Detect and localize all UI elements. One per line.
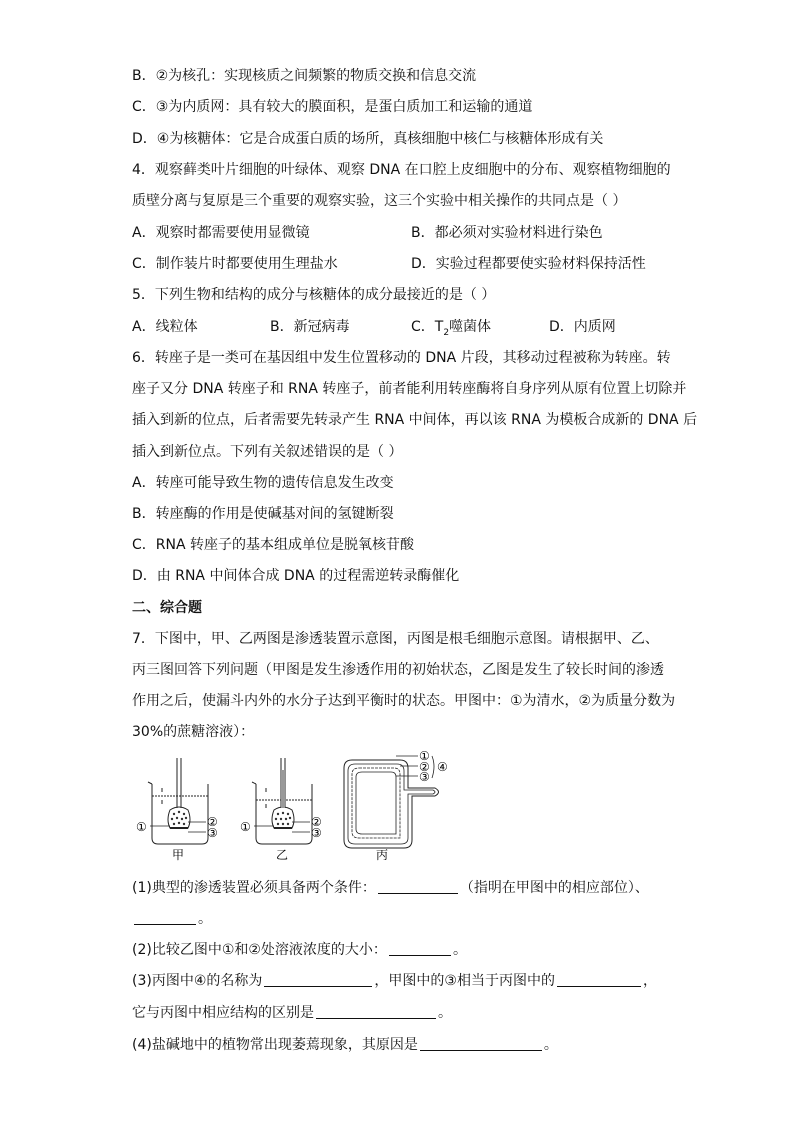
q6-stem-line2: 座子又分 DNA 转座子和 RNA 转座子，前者能利用转座酶将自身序列从原有位置上切除并 [132,381,687,397]
q6-option-b: B．转座酶的作用是使碱基对间的氢键断裂 [132,506,394,522]
q7-sub2-prefix: (2)比较乙图中①和②处溶液浓度的大小： [132,942,387,958]
yi-marker-3: ③ [311,826,322,840]
q7-sub3-middle: ，甲图中的③相当于丙图中的 [374,973,555,989]
q7-sub1-line1 [132,878,649,898]
q3-option-d: D．④为核糖体：它是合成蛋白质的场所，真核细胞中核仁与核糖体形成有关 [132,131,604,147]
q7-sub3-blank-3[interactable] [316,1004,436,1019]
q5-option-a: A．线粒体 [132,319,198,335]
section-title: 二、综合题 [132,600,202,616]
q5-option-c-suffix: 噬菌体 [449,319,492,335]
q7-sub1-blank-1[interactable] [378,879,458,894]
bing-marker-4: ④ [437,760,448,774]
osmosis-device-yi [252,758,312,844]
q7-sub1-line2 [132,909,212,929]
q5-option-c-prefix: C．T [411,319,444,335]
q4-option-b: B．都必须对实验材料进行染色 [411,225,603,241]
q7-stem-line3: 作用之后，使漏斗内外的水分子达到平衡时的状态。甲图中：①为清水，②为质量分数为 [132,693,676,709]
yi-solution-dots [275,812,291,825]
q7-sub3-line2 [132,1003,452,1023]
q7-sub3-middle-end: ， [642,973,657,989]
q4-option-c: C．制作装片时都要使用生理盐水 [132,256,338,272]
q5-stem: 5．下列生物和结构的成分与核糖体的成分最接近的是（ ） [132,287,496,303]
q6-stem-line3: 插入到新的位点，后者需要先转录产生 RNA 中间体，再以该 RNA 为模板合成新的 DNA 后 [132,412,698,428]
q7-sub3-blank-1[interactable] [264,972,372,987]
jia-solution-dots [171,811,187,825]
label-bing: 丙 [376,848,389,862]
q7-sub3-end: 。 [438,1005,452,1021]
q6-option-c: C．RNA 转座子的基本组成单位是脱氧核苷酸 [132,537,415,553]
q5-option-b: B．新冠病毒 [270,319,350,335]
q7-sub2 [132,940,467,960]
q7-sub4-prefix: (4)盐碱地中的植物常出现萎蔫现象，其原因是 [132,1037,418,1053]
label-jia: 甲 [172,848,185,862]
bing-marker-3: ③ [419,770,430,784]
q7-sub3-prefix: (3)丙图中④的名称为 [132,973,263,989]
q7-stem-line1: 7．下图中，甲、乙两图是渗透装置示意图，丙图是根毛细胞示意图。请根据甲、乙、 [132,631,659,647]
q7-sub4-end: 。 [543,1037,558,1053]
q4-option-d: D．实验过程都要使实验材料保持活性 [411,256,646,272]
jia-marker-1: ① [136,820,147,834]
q7-sub1-end: 。 [198,911,212,927]
q7-stem-line2: 丙三图回答下列问题（甲图是发生渗透作用的初始状态，乙图是发生了较长时间的渗透 [132,662,664,678]
q7-stem-line4: 30%的蔗糖溶液）： [132,724,255,740]
label-yi: 乙 [276,848,289,862]
q7-sub2-end: 。 [452,942,467,958]
bing-brace [432,756,434,778]
q7-sub2-blank[interactable] [389,941,451,956]
yi-marker-1: ① [240,820,251,834]
q7-sub4 [132,1035,558,1055]
q7-sub3-line2-prefix: 它与丙图中相应结构的区别是 [132,1005,314,1021]
q6-stem-line4: 插入到新位点。下列有关叙述错误的是（ ） [132,444,403,460]
q7-sub1-prefix: (1)典型的渗透装置必须具备两个条件： [132,880,376,896]
q7-sub1-middle: （指明在甲图中的相应部位）、 [459,880,649,896]
q4-option-a: A．观察时都需要使用显微镜 [132,225,310,241]
q5-option-c-subscript: 2 [443,327,450,338]
q7-sub1-blank-2[interactable] [134,910,196,925]
yi-marker-2: ② [311,815,322,829]
q6-stem-line1: 6．转座子是一类可在基因组中发生位置移动的 DNA 片段，其移动过程被称为转座。转 [132,350,671,366]
q7-sub3-blank-2[interactable] [557,972,641,987]
q7-figure [130,748,450,868]
q6-option-d: D．由 RNA 中间体合成 DNA 的过程需逆转录酶催化 [132,568,460,584]
q5-option-d: D．内质网 [549,319,616,335]
q4-stem-line2: 质壁分离与复原是三个重要的观察实验，这三个实验中相关操作的共同点是（ ） [132,193,627,209]
q3-option-b: B．②为核孔：实现核质之间频繁的物质交换和信息交流 [132,68,477,84]
q4-stem-line1: 4．观察藓类叶片细胞的叶绿体、观察 DNA 在口腔上皮细胞中的分布、观察植物细胞的 [132,162,671,178]
q6-option-a: A．转座可能导致生物的遗传信息发生改变 [132,475,394,491]
bing-marker-1: ① [419,749,430,763]
jia-marker-3: ③ [207,826,218,840]
q3-option-c: C．③为内质网：具有较大的膜面积，是蛋白质加工和运输的通道 [132,99,533,115]
osmosis-device-jia [148,758,208,844]
q7-sub3-line1 [132,971,657,991]
q5-option-c [411,317,491,343]
q7-sub4-blank[interactable] [420,1036,542,1051]
bing-marker-2: ② [419,760,430,774]
jia-marker-2: ② [207,815,218,829]
